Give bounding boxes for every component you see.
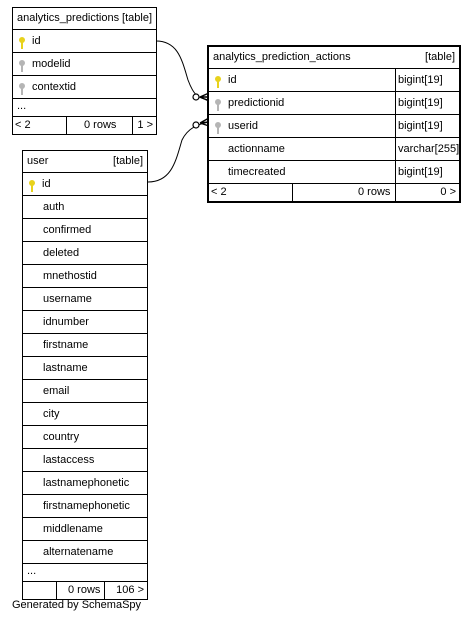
column-name: lastaccess: [43, 454, 95, 466]
foreign-key-icon: [214, 120, 222, 132]
table-type-tag: [table]: [113, 155, 143, 167]
column-row-country[interactable]: [23, 426, 147, 449]
primary-key-icon: [214, 74, 222, 86]
column-type: bigint[19]: [395, 69, 443, 91]
column-row-id[interactable]: [209, 69, 459, 92]
column-name: city: [43, 408, 60, 420]
footer-divider: [132, 117, 133, 134]
column-name: userid: [228, 120, 258, 132]
column-name: alternatename: [43, 546, 114, 558]
column-name: idnumber: [43, 316, 89, 328]
column-row-mnethostid[interactable]: [23, 265, 147, 288]
column-row-lastaccess[interactable]: [23, 449, 147, 472]
table-footer: [23, 582, 147, 599]
column-name: username: [43, 293, 92, 305]
column-row-deleted[interactable]: [23, 242, 147, 265]
table-analytics-predictions[interactable]: [12, 7, 157, 135]
column-name: deleted: [43, 247, 80, 259]
children-count[interactable]: 0 >: [440, 186, 456, 198]
table-footer: [209, 184, 459, 201]
parents-count[interactable]: < 2: [211, 186, 227, 198]
row-count: 0 rows: [358, 186, 391, 198]
column-type: bigint[19]: [395, 92, 443, 114]
more-columns-ellipsis: ...: [23, 564, 147, 582]
column-row-alternatename[interactable]: [23, 541, 147, 564]
table-analytics-prediction-actions[interactable]: [207, 45, 461, 203]
column-type: bigint[19]: [395, 115, 443, 137]
footer-divider: [56, 582, 57, 599]
column-row-userid[interactable]: [209, 115, 459, 138]
relationship-end-circle: [193, 122, 199, 128]
column-row-contextid[interactable]: [13, 76, 156, 99]
column-name: id: [32, 35, 41, 47]
table-user[interactable]: [22, 150, 148, 600]
column-row-middlename[interactable]: [23, 518, 147, 541]
column-type: bigint[19]: [395, 161, 443, 183]
column-name: lastnamephonetic: [43, 477, 130, 489]
column-name: predictionid: [228, 97, 285, 109]
column-row-firstname[interactable]: [23, 334, 147, 357]
column-row-id[interactable]: [23, 173, 147, 196]
column-name: confirmed: [43, 224, 92, 236]
table-header: [23, 151, 147, 173]
column-name: country: [43, 431, 80, 443]
row-count: 0 rows: [84, 119, 117, 131]
column-name: firstname: [43, 339, 89, 351]
column-name: middlename: [43, 523, 103, 535]
column-name: mnethostid: [43, 270, 97, 282]
primary-key-icon: [18, 35, 26, 47]
parents-count[interactable]: < 2: [15, 119, 31, 131]
footer-divider: [66, 117, 67, 134]
column-row-idnumber[interactable]: [23, 311, 147, 334]
children-count[interactable]: 1 >: [137, 119, 153, 131]
table-type-tag: [table]: [122, 12, 152, 24]
column-row-city[interactable]: [23, 403, 147, 426]
column-row-actionname[interactable]: [209, 138, 459, 161]
column-name: contextid: [32, 81, 77, 93]
footer-divider: [292, 184, 293, 201]
table-name: user: [27, 155, 49, 167]
relationship-predictionid-to-predictions-id: [156, 41, 209, 100]
children-count[interactable]: 106 >: [116, 584, 144, 596]
column-row-email[interactable]: [23, 380, 147, 403]
more-columns-ellipsis: ...: [13, 99, 156, 117]
relationship-userid-to-user-id: [148, 122, 209, 182]
column-name: id: [228, 74, 237, 86]
relationship-end-circle: [193, 94, 199, 100]
generated-by-caption: Generated by SchemaSpy: [12, 599, 142, 611]
column-row-lastname[interactable]: [23, 357, 147, 380]
column-row-firstnamephonetic[interactable]: [23, 495, 147, 518]
column-name: lastname: [43, 362, 88, 374]
column-row-timecreated[interactable]: [209, 161, 459, 184]
column-row-modelid[interactable]: [13, 53, 156, 76]
column-name: modelid: [32, 58, 71, 70]
foreign-key-icon: [18, 81, 26, 93]
column-row-predictionid[interactable]: [209, 92, 459, 115]
foreign-key-icon: [18, 58, 26, 70]
table-header: [13, 8, 156, 30]
foreign-key-icon: [214, 97, 222, 109]
table-type-tag: [table]: [425, 51, 455, 63]
column-row-auth[interactable]: [23, 196, 147, 219]
column-type: varchar[255]: [395, 138, 459, 160]
primary-key-icon: [28, 178, 36, 190]
table-name: analytics_predictions: [17, 12, 120, 24]
column-name: timecreated: [228, 166, 286, 178]
column-row-id[interactable]: [13, 30, 156, 53]
column-name: firstnamephonetic: [43, 500, 130, 512]
column-name: actionname: [228, 143, 285, 155]
table-name: analytics_prediction_actions: [213, 51, 351, 63]
column-row-username[interactable]: [23, 288, 147, 311]
column-name: auth: [43, 201, 65, 213]
column-row-lastnamephonetic[interactable]: [23, 472, 147, 495]
column-name: id: [42, 178, 51, 190]
column-row-confirmed[interactable]: [23, 219, 147, 242]
table-footer: [13, 117, 156, 134]
footer-divider: [104, 582, 105, 599]
table-header: [209, 47, 459, 69]
row-count: 0 rows: [68, 584, 101, 596]
footer-divider: [395, 184, 396, 201]
column-name: email: [43, 385, 70, 397]
